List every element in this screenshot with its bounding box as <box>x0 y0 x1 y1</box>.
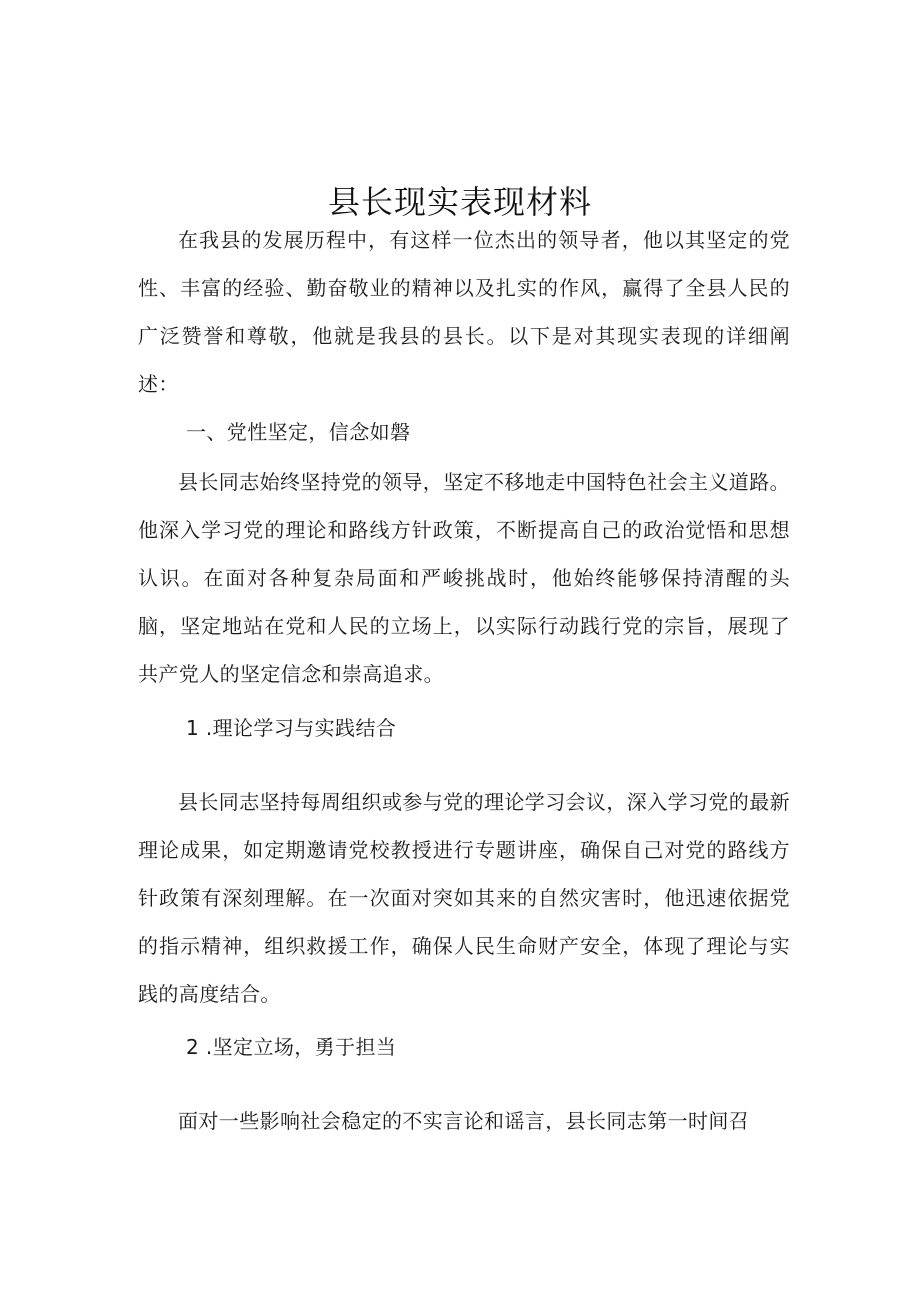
document-title: 县长现实表现材料 <box>327 183 592 222</box>
section-heading-1: 一、党性坚定，信念如磐 <box>186 420 411 444</box>
subsection-heading-2: 2 .坚定立场，勇于担当 <box>186 1035 397 1059</box>
intro-paragraph: 在我县的发展历程中，有这样一位杰出的领导者，他以其坚定的党性、丰富的经验、勤奋敬业的精神以及扎实的作风，赢得了全县人民的广泛赞誉和尊敬，他就是我县的县长。以下是对其现实表现的详细阐述： <box>138 228 790 396</box>
subsection-paragraph-2: 面对一些影响社会稳定的不实言论和谣言，县长同志第一时间召 <box>178 1109 750 1133</box>
subsection-heading-1: 1 .理论学习与实践结合 <box>186 716 397 740</box>
section-paragraph-1: 县长同志始终坚持党的领导，坚定不移地走中国特色社会主义道路。他深入学习党的理论和路线方针政策，不断提高自己的政治觉悟和思想认识。在面对各种复杂局面和严峻挑战时，他始终能够保持清醒的头脑，坚定地站在党和人民的立场上，以实际行动践行党的宗旨，展现了共产党人的坚定信念和崇高追求。 <box>138 470 790 686</box>
subsection-paragraph-1: 县长同志坚持每周组织或参与党的理论学习会议，深入学习党的最新理论成果，如定期邀请党校教授进行专题讲座，确保自己对党的路线方针政策有深刻理解。在一次面对突如其来的自然灾害时，他迅速依据党的指示精神，组织救援工作，确保人民生命财产安全，体现了理论与实践的高度结合。 <box>138 790 790 1006</box>
